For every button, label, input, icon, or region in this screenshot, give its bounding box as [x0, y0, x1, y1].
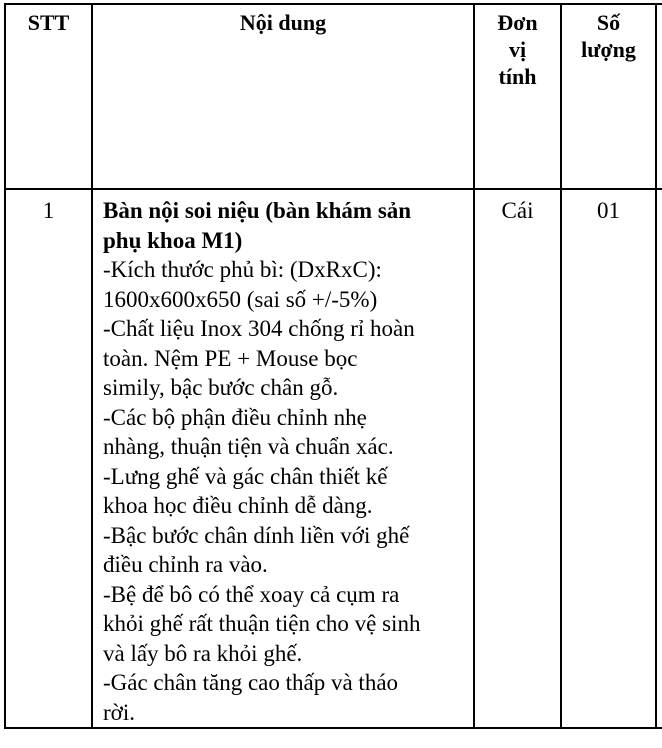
header-qty-line: lượng: [581, 37, 636, 62]
header-next-column: [656, 4, 662, 189]
spec-line: -Bệ để bô có thể xoay cả cụm ra: [103, 581, 400, 607]
spec-line: điều chỉnh ra vào.: [103, 552, 268, 577]
header-stt: STT: [5, 4, 92, 189]
header-unit-line: vị: [508, 37, 527, 62]
spec-line: -Bậc bước chân dính liền với ghế: [103, 522, 410, 548]
spec-line: khỏi ghế rất thuận tiện cho vệ sinh: [103, 611, 421, 636]
spec-line: và lấy bô ra khỏi ghế.: [103, 640, 303, 666]
cell-unit: Cái: [474, 189, 561, 728]
table-row: [5, 189, 662, 728]
header-content: Nội dung: [92, 4, 474, 189]
spec-line: -Kích thước phủ bì: (DxRxC):: [103, 257, 382, 282]
cell-stt: 1: [5, 189, 92, 728]
spec-line: nhàng, thuận tiện và chuẩn xác.: [103, 434, 394, 459]
equipment-spec-table: [4, 3, 662, 729]
spec-line: toàn. Nệm PE + Mouse bọc: [103, 345, 358, 371]
spec-line: -Gác chân tăng cao thấp và tháo: [103, 670, 399, 695]
spec-line: -Chất liệu Inox 304 chống rỉ hoàn: [103, 316, 415, 341]
header-quantity: [561, 4, 656, 189]
spec-line: -Lưng ghế và gác chân thiết kế: [103, 463, 388, 489]
header-unit-line: tính: [498, 64, 537, 89]
header-qty-line: Số: [596, 10, 621, 35]
cell-next-column: [656, 189, 662, 728]
item-title-line: Bàn nội soi niệu (bàn khám sản: [103, 198, 412, 223]
item-title-line: phụ khoa M1): [103, 227, 243, 253]
spec-line: rời.: [103, 699, 135, 725]
cell-quantity: 01: [561, 189, 656, 728]
spec-line: 1600x600x650 (sai số +/-5%): [103, 286, 378, 312]
header-unit-line: Đơn: [497, 10, 538, 35]
header-unit: [474, 4, 561, 189]
spec-line: khoa học điều chỉnh dễ dàng.: [103, 493, 373, 518]
spec-line: simily, bậc bước chân gỗ.: [103, 375, 339, 400]
cell-content: [92, 189, 474, 728]
table-header-row: [5, 4, 662, 189]
spec-line: -Các bộ phận điều chỉnh nhẹ: [103, 404, 367, 430]
